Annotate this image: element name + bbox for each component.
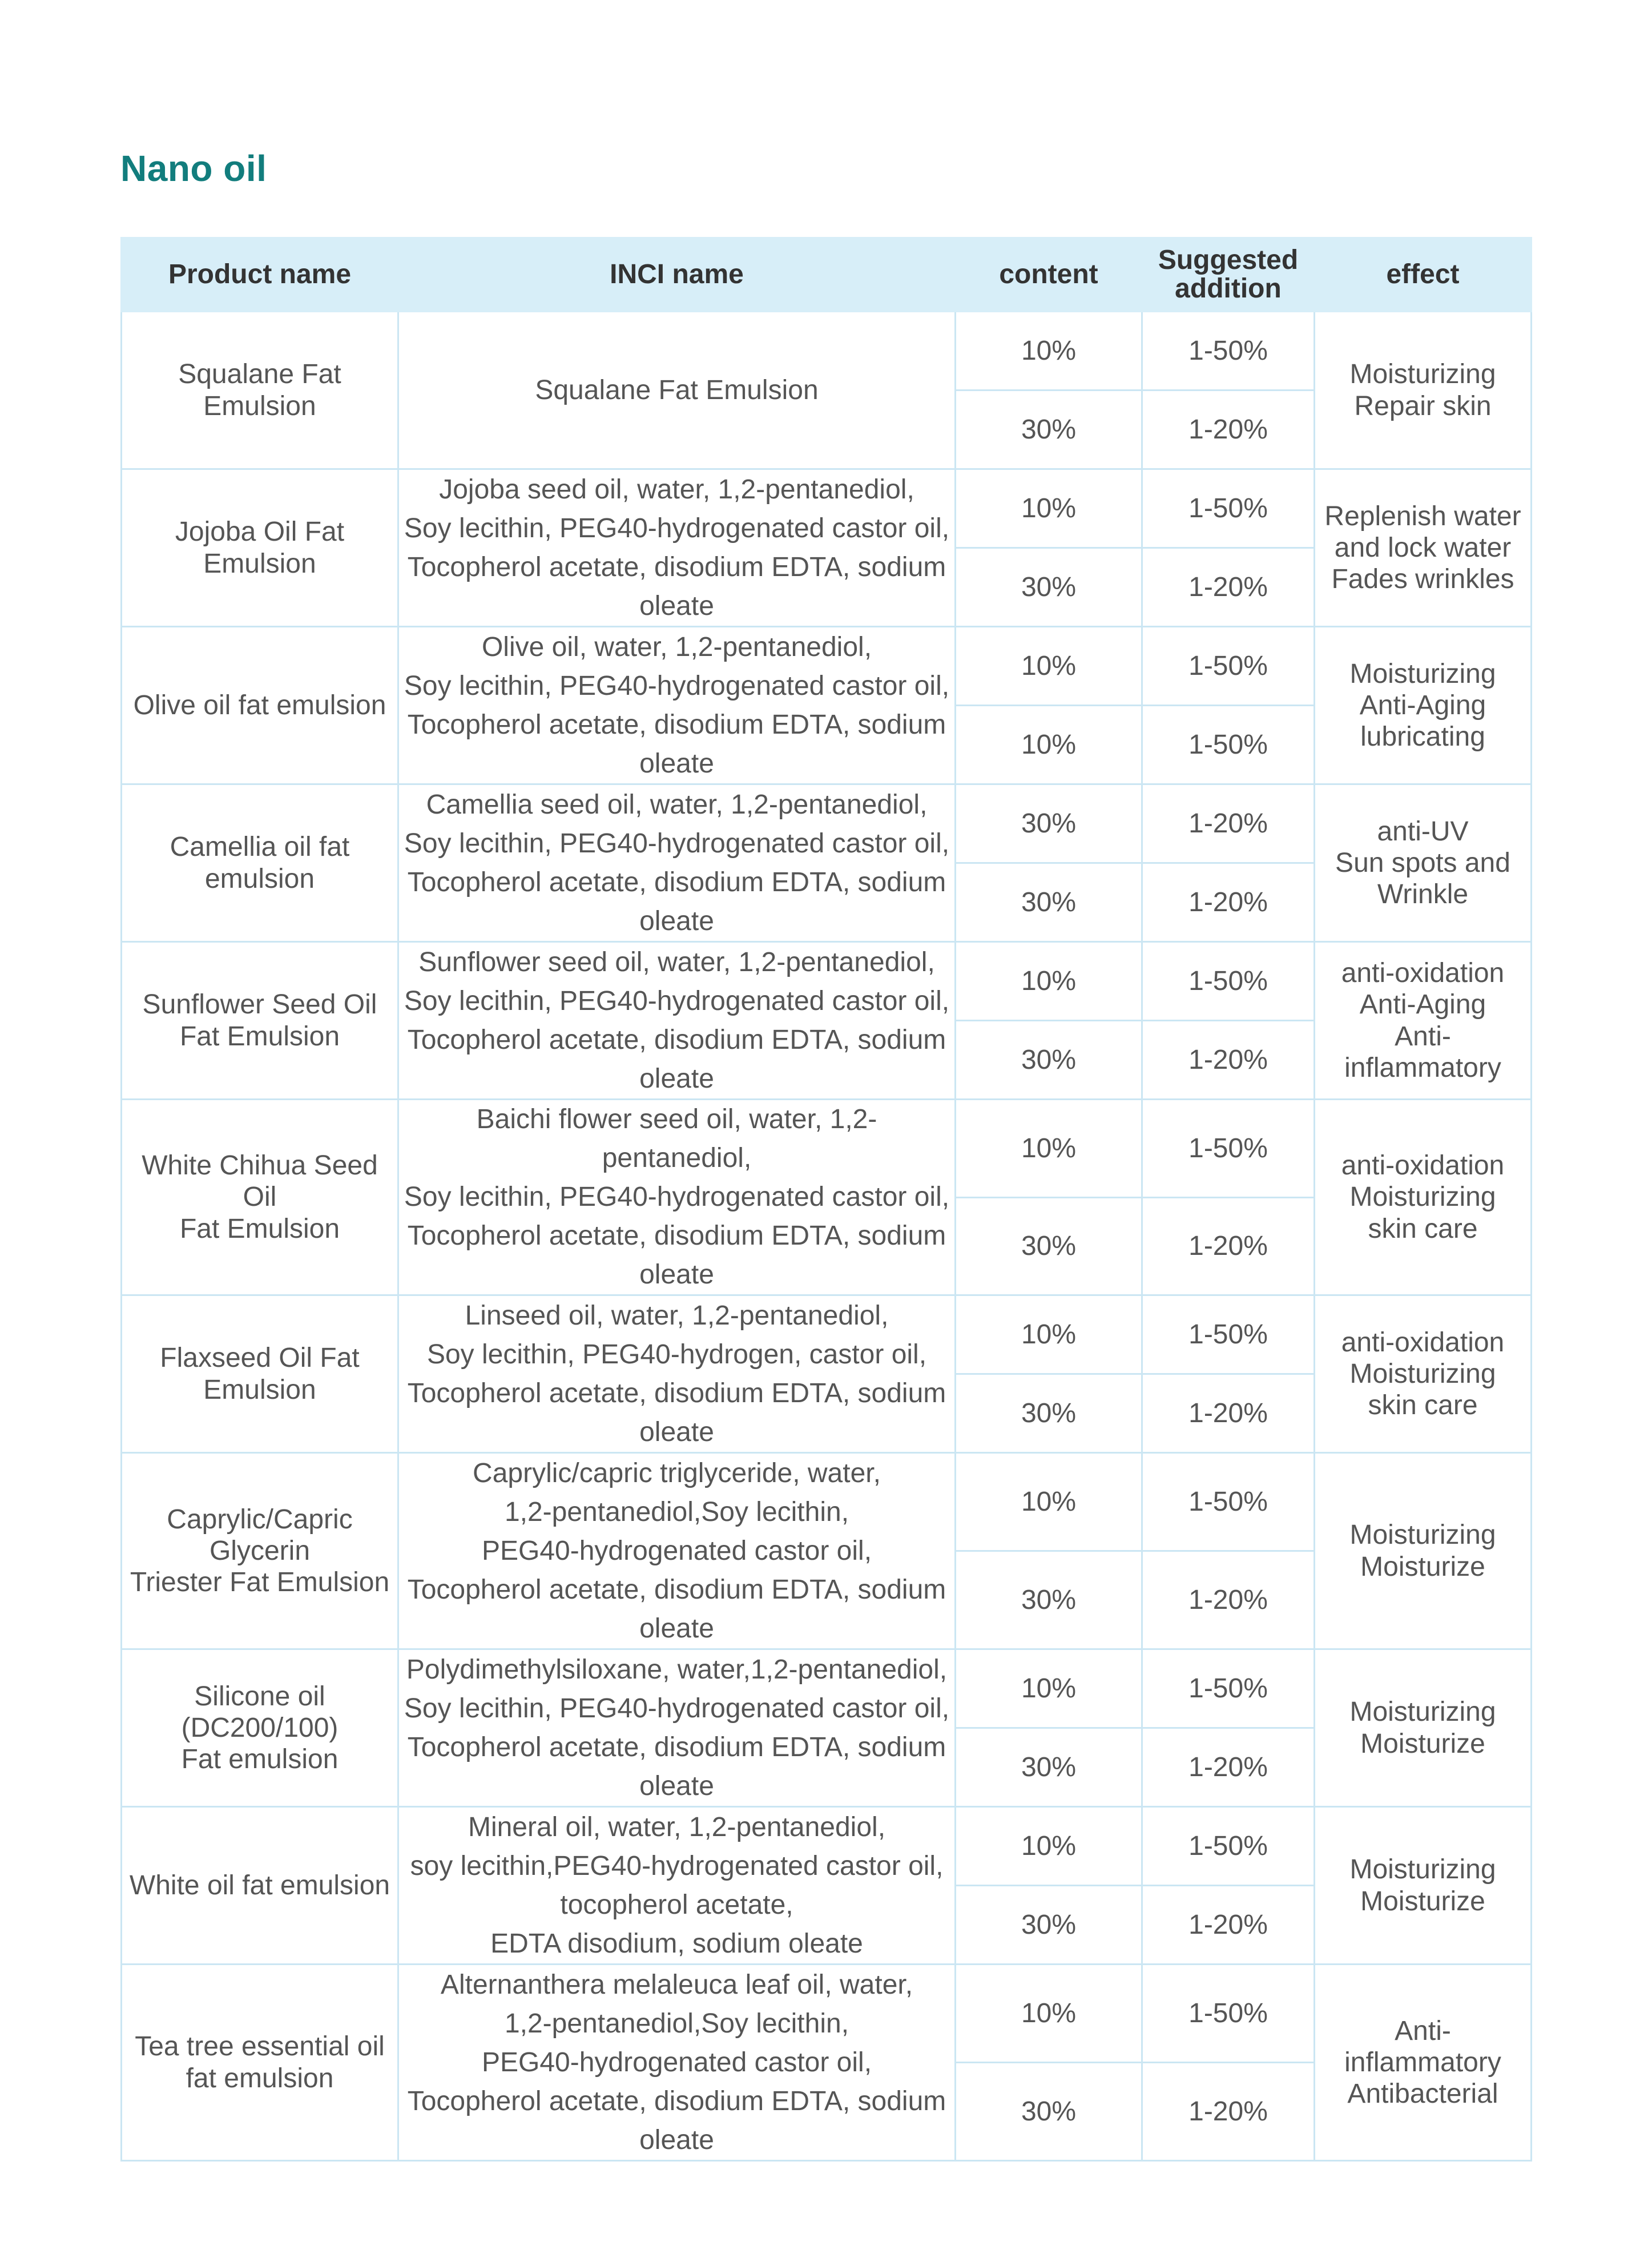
content-cell: 30% (956, 784, 1142, 863)
product-name-cell: Jojoba Oil Fat Emulsion (122, 469, 398, 627)
effect-cell: anti-oxidation Moisturizing skin care (1315, 1295, 1532, 1453)
inci-name-cell: Linseed oil, water, 1,2-pentanediol, Soy lecithin, PEG40-hydrogen, castor oil, Tocopherol acetate, disodium EDTA, sodium oleate (398, 1295, 956, 1453)
inci-name-cell: Polydimethylsiloxane, water,1,2-pentanediol, Soy lecithin, PEG40-hydrogenated castor oil, Tocopherol acetate, disodium EDTA, sodium oleate (398, 1649, 956, 1807)
table-header-row (122, 238, 1532, 312)
product-table (120, 237, 1532, 2162)
suggested-addition-cell: 1-50% (1142, 627, 1315, 706)
content-cell: 10% (956, 312, 1142, 391)
suggested-addition-cell: 1-50% (1142, 1453, 1315, 1551)
suggested-addition-cell: 1-20% (1142, 1886, 1315, 1965)
suggested-addition-cell: 1-20% (1142, 784, 1315, 863)
table-row (122, 312, 1532, 391)
effect-cell: Replenish water and lock water Fades wrinkles (1315, 469, 1532, 627)
inci-name-cell: Olive oil, water, 1,2-pentanediol, Soy lecithin, PEG40-hydrogenated castor oil, Tocopherol acetate, disodium EDTA, sodium oleate (398, 627, 956, 784)
table-row (122, 469, 1532, 548)
page-title: Nano oil (120, 148, 267, 189)
product-name-cell: Flaxseed Oil Fat Emulsion (122, 1295, 398, 1453)
product-name-cell: Squalane Fat Emulsion (122, 312, 398, 469)
product-name-cell: White Chihua Seed Oil Fat Emulsion (122, 1100, 398, 1295)
table-body (122, 312, 1532, 2161)
suggested-addition-cell: 1-20% (1142, 1021, 1315, 1100)
inci-name-cell: Sunflower seed oil, water, 1,2-pentanediol, Soy lecithin, PEG40-hydrogenated castor oil, Tocopherol acetate, disodium EDTA, sodium oleate (398, 942, 956, 1100)
table-row (122, 1100, 1532, 1198)
inci-name-cell: Alternanthera melaleuca leaf oil, water, 1,2-pentanediol,Soy lecithin, PEG40-hydrogenated castor oil, Tocopherol acetate, disodium EDTA, sodium oleate (398, 1965, 956, 2161)
suggested-addition-cell: 1-20% (1142, 1197, 1315, 1295)
content-cell: 30% (956, 391, 1142, 469)
suggested-addition-cell: 1-20% (1142, 1551, 1315, 1649)
content-cell: 10% (956, 1453, 1142, 1551)
suggested-addition-cell: 1-50% (1142, 942, 1315, 1021)
content-cell: 10% (956, 706, 1142, 784)
suggested-addition-cell: 1-50% (1142, 1649, 1315, 1728)
content-cell: 30% (956, 1374, 1142, 1453)
product-name-cell: Tea tree essential oil fat emulsion (122, 1965, 398, 2161)
effect-cell: anti-UV Sun spots and Wrinkle (1315, 784, 1532, 942)
inci-name-cell: Baichi flower seed oil, water, 1,2-pentanediol, Soy lecithin, PEG40-hydrogenated castor oil, Tocopherol acetate, disodium EDTA, sodium oleate (398, 1100, 956, 1295)
table-row (122, 1649, 1532, 1728)
effect-cell: Moisturizing Moisturize (1315, 1453, 1532, 1649)
suggested-addition-cell: 1-50% (1142, 1100, 1315, 1198)
effect-cell: Moisturizing Anti-Aging lubricating (1315, 627, 1532, 784)
content-cell: 30% (956, 1021, 1142, 1100)
content-cell: 30% (956, 2063, 1142, 2161)
table-row (122, 627, 1532, 706)
content-cell: 10% (956, 1295, 1142, 1374)
effect-cell: Anti- inflammatory Antibacterial (1315, 1965, 1532, 2161)
product-name-cell: White oil fat emulsion (122, 1807, 398, 1965)
suggested-addition-cell: 1-20% (1142, 391, 1315, 469)
content-cell: 10% (956, 1807, 1142, 1886)
inci-name-cell: Caprylic/capric triglyceride, water, 1,2-pentanediol,Soy lecithin, PEG40-hydrogenated castor oil, Tocopherol acetate, disodium EDTA, sodium oleate (398, 1453, 956, 1649)
content-cell: 30% (956, 1551, 1142, 1649)
table-row (122, 1295, 1532, 1374)
content-cell: 10% (956, 1100, 1142, 1198)
table-row (122, 1965, 1532, 2063)
content-cell: 30% (956, 1197, 1142, 1295)
effect-cell: anti-oxidation Anti-Aging Anti- inflammatory (1315, 942, 1532, 1100)
suggested-addition-cell: 1-20% (1142, 1728, 1315, 1807)
content-cell: 30% (956, 1886, 1142, 1965)
content-cell: 10% (956, 942, 1142, 1021)
suggested-addition-cell: 1-50% (1142, 1965, 1315, 2063)
product-name-cell: Olive oil fat emulsion (122, 627, 398, 784)
inci-name-cell: Jojoba seed oil, water, 1,2-pentanediol, Soy lecithin, PEG40-hydrogenated castor oil, Tocopherol acetate, disodium EDTA, sodium oleate (398, 469, 956, 627)
header-suggested-addition: Suggested addition (1142, 238, 1315, 312)
suggested-addition-cell: 1-50% (1142, 706, 1315, 784)
suggested-addition-cell: 1-20% (1142, 863, 1315, 942)
suggested-addition-cell: 1-50% (1142, 1295, 1315, 1374)
suggested-addition-cell: 1-50% (1142, 1807, 1315, 1886)
content-cell: 30% (956, 548, 1142, 627)
table-row (122, 1807, 1532, 1886)
suggested-addition-cell: 1-50% (1142, 469, 1315, 548)
suggested-addition-cell: 1-20% (1142, 1374, 1315, 1453)
product-name-cell: Camellia oil fat emulsion (122, 784, 398, 942)
product-name-cell: Silicone oil (DC200/100) Fat emulsion (122, 1649, 398, 1807)
content-cell: 30% (956, 1728, 1142, 1807)
effect-cell: anti-oxidation Moisturizing skin care (1315, 1100, 1532, 1295)
product-name-cell: Caprylic/Capric Glycerin Triester Fat Emulsion (122, 1453, 398, 1649)
header-inci-name: INCI name (398, 238, 956, 312)
content-cell: 10% (956, 1965, 1142, 2063)
inci-name-cell: Camellia seed oil, water, 1,2-pentanediol, Soy lecithin, PEG40-hydrogenated castor oil, Tocopherol acetate, disodium EDTA, sodium oleate (398, 784, 956, 942)
header-effect: effect (1315, 238, 1532, 312)
content-cell: 30% (956, 863, 1142, 942)
content-cell: 10% (956, 627, 1142, 706)
suggested-addition-cell: 1-20% (1142, 548, 1315, 627)
content-cell: 10% (956, 1649, 1142, 1728)
effect-cell: Moisturizing Moisturize (1315, 1807, 1532, 1965)
header-content: content (956, 238, 1142, 312)
table-row (122, 942, 1532, 1021)
suggested-addition-cell: 1-20% (1142, 2063, 1315, 2161)
inci-name-cell: Squalane Fat Emulsion (398, 312, 956, 469)
inci-name-cell: Mineral oil, water, 1,2-pentanediol, soy lecithin,PEG40-hydrogenated castor oil, tocopherol acetate, EDTA disodium, sodium oleate (398, 1807, 956, 1965)
table-row (122, 1453, 1532, 1551)
table-row (122, 784, 1532, 863)
content-cell: 10% (956, 469, 1142, 548)
suggested-addition-cell: 1-50% (1142, 312, 1315, 391)
effect-cell: Moisturizing Repair skin (1315, 312, 1532, 469)
header-product-name: Product name (122, 238, 398, 312)
product-name-cell: Sunflower Seed Oil Fat Emulsion (122, 942, 398, 1100)
effect-cell: Moisturizing Moisturize (1315, 1649, 1532, 1807)
